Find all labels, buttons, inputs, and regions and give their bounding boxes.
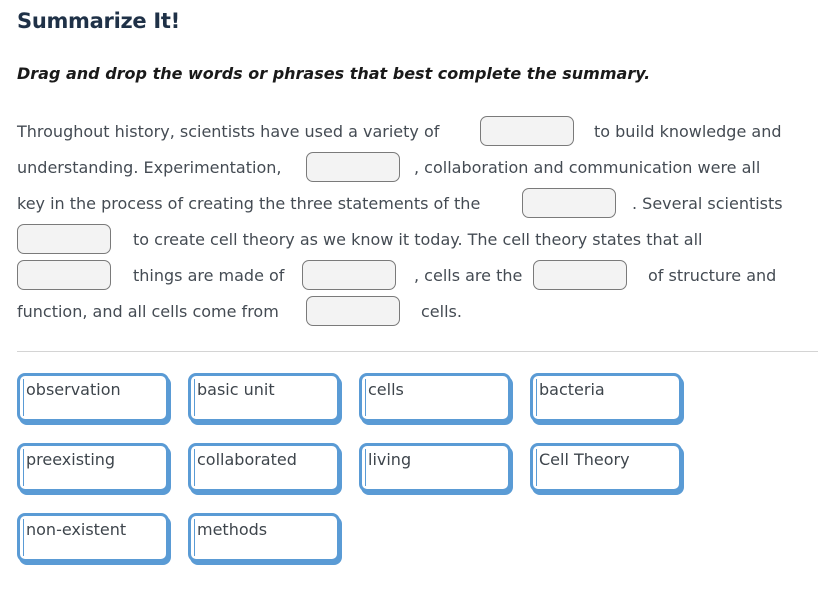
divider xyxy=(17,351,818,352)
summary-text: to create cell theory as we know it today. The cell theory states that all xyxy=(133,230,703,249)
drop-zone-2[interactable] xyxy=(306,152,400,182)
summary-text: of structure and xyxy=(648,266,777,285)
summary-text: cells. xyxy=(421,302,462,321)
drop-zone-6[interactable] xyxy=(302,260,396,290)
summary-text: , cells are the xyxy=(414,266,523,285)
summary-text: function, and all cells come from xyxy=(17,302,279,321)
chip-accent xyxy=(365,379,366,416)
chip-accent xyxy=(23,379,24,416)
chip-label: non-existent xyxy=(26,520,127,539)
chip-accent xyxy=(23,449,24,486)
chip-label: bacteria xyxy=(539,380,605,399)
drop-zone-8[interactable] xyxy=(306,296,400,326)
chip-label: cells xyxy=(368,380,404,399)
word-chip-preexisting[interactable] xyxy=(17,443,169,492)
chip-accent xyxy=(536,379,537,416)
word-chip-collaborated[interactable] xyxy=(188,443,340,492)
page-title: Summarize It! xyxy=(17,9,180,33)
word-chip-methods[interactable] xyxy=(188,513,340,562)
word-chip-observation[interactable] xyxy=(17,373,169,422)
drop-zone-5[interactable] xyxy=(17,260,111,290)
word-chip-cell-theory[interactable] xyxy=(530,443,682,492)
chip-accent xyxy=(194,379,195,416)
chip-label: living xyxy=(368,450,412,469)
chip-label: observation xyxy=(26,380,121,399)
chip-label: collaborated xyxy=(197,450,297,469)
chip-label: methods xyxy=(197,520,268,539)
chip-label: preexisting xyxy=(26,450,116,469)
chip-accent xyxy=(536,449,537,486)
chip-accent xyxy=(365,449,366,486)
summary-text: key in the process of creating the three statements of the xyxy=(17,194,481,213)
word-chip-basic-unit[interactable] xyxy=(188,373,340,422)
chip-label: basic unit xyxy=(197,380,275,399)
chip-accent xyxy=(194,519,195,556)
word-chip-bacteria[interactable] xyxy=(530,373,682,422)
word-chip-living[interactable] xyxy=(359,443,511,492)
chip-label: Cell Theory xyxy=(539,450,630,469)
summary-text: to build knowledge and xyxy=(594,122,782,141)
drop-zone-3[interactable] xyxy=(522,188,616,218)
summary-text: Throughout history, scientists have used a variety of xyxy=(17,122,440,141)
summary-text: , collaboration and communication were all xyxy=(414,158,761,177)
instructions: Drag and drop the words or phrases that best complete the summary. xyxy=(17,64,651,83)
chip-accent xyxy=(23,519,24,556)
drop-zone-4[interactable] xyxy=(17,224,111,254)
summary-text: . Several scientists xyxy=(632,194,783,213)
word-chip-non-existent[interactable] xyxy=(17,513,169,562)
summary-text: understanding. Experimentation, xyxy=(17,158,282,177)
drop-zone-7[interactable] xyxy=(533,260,627,290)
summary-text: things are made of xyxy=(133,266,285,285)
drop-zone-1[interactable] xyxy=(480,116,574,146)
word-chip-cells[interactable] xyxy=(359,373,511,422)
chip-accent xyxy=(194,449,195,486)
